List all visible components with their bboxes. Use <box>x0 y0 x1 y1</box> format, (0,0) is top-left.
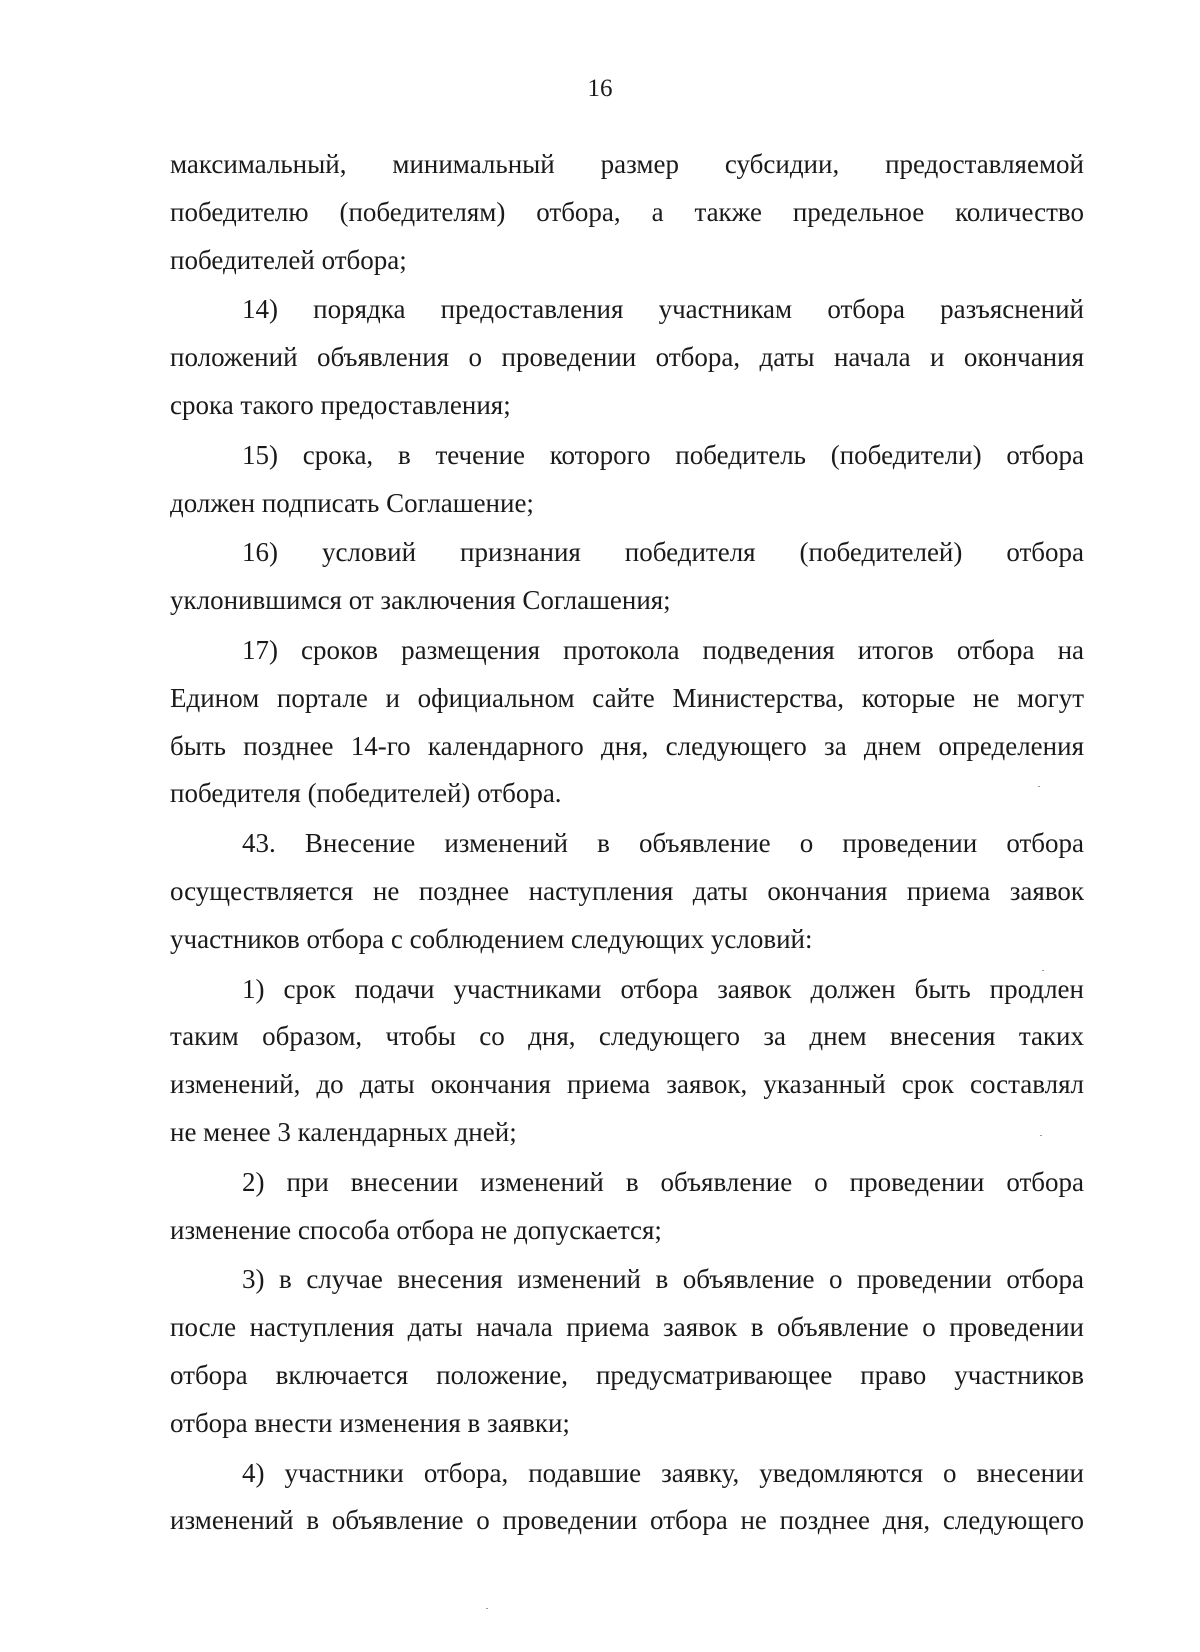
text-line: таким образом, чтобы со дня, следующего за днем внесения таких <box>170 1021 1084 1052</box>
paragraph-item-16 <box>170 529 1084 625</box>
text-line: срока такого предоставления; <box>170 389 511 420</box>
text-line: максимальный, минимальный размер субсидии, предоставляемой <box>170 149 1084 179</box>
text-line: 17) сроков размещения протокола подведения итогов отбора на <box>242 634 1084 665</box>
text-line: победителю (победителям) отбора, а также предельное количество <box>170 196 1084 227</box>
text-line: быть позднее 14-го календарного дня, следующего за днем определения <box>170 730 1084 761</box>
paragraph-condition-2 <box>170 1159 1084 1255</box>
scan-speck <box>1040 1135 1042 1136</box>
text-line: 2) при внесении изменений в объявление о проведении отбора <box>242 1166 1084 1197</box>
paragraph-item-17 <box>170 627 1084 818</box>
text-line: после наступления даты начала приема заявок в объявление о проведении <box>170 1312 1084 1343</box>
scan-speck <box>1038 786 1040 787</box>
text-line: должен подписать Соглашение; <box>170 487 534 518</box>
text-line: 43. Внесение изменений в объявление о проведении отбора <box>242 828 1084 859</box>
text-line: изменений, до даты окончания приема заявок, указанный срок составлял <box>170 1069 1084 1100</box>
text-line: 15) срока, в течение которого победитель (победители) отбора <box>242 439 1084 470</box>
text-line: не менее 3 календарных дней; <box>170 1116 517 1147</box>
text-line: Едином портале и официальном сайте Министерства, которые не могут <box>170 682 1084 713</box>
text-line: 14) порядка предоставления участникам отбора разъяснений <box>242 294 1084 325</box>
page-number: 16 <box>587 75 613 102</box>
paragraph-subsidy-size <box>170 141 1084 284</box>
document-body <box>170 141 1084 1547</box>
text-line: осуществляется не позднее наступления даты окончания приема заявок <box>170 875 1084 906</box>
paragraph-section-43 <box>170 820 1084 963</box>
paragraph-item-15 <box>170 432 1084 528</box>
scan-speck <box>486 1608 488 1609</box>
text-line: 3) в случае внесения изменений в объявление о проведении отбора <box>242 1264 1084 1295</box>
paragraph-item-14 <box>170 286 1084 429</box>
text-line: изменение способа отбора не допускается; <box>170 1214 662 1245</box>
text-line: отбора внести изменения в заявки; <box>170 1407 570 1438</box>
text-line: 16) условий признания победителя (победителей) отбора <box>242 537 1084 568</box>
text-line: участников отбора с соблюдением следующих условий: <box>170 923 813 954</box>
text-line: победителя (победителей) отбора. <box>170 778 562 809</box>
paragraph-condition-4 <box>170 1450 1084 1546</box>
text-line: изменений в объявление о проведении отбора не позднее дня, следующего <box>170 1505 1084 1536</box>
paragraph-condition-3 <box>170 1256 1084 1447</box>
text-line: победителей отбора; <box>170 244 407 275</box>
text-line: уклонившимся от заключения Соглашения; <box>170 585 671 616</box>
paragraph-condition-1 <box>170 966 1084 1157</box>
text-line: 1) срок подачи участниками отбора заявок должен быть продлен <box>242 973 1084 1004</box>
text-line: положений объявления о проведении отбора, даты начала и окончания <box>170 342 1084 373</box>
scan-speck <box>1042 970 1044 971</box>
text-line: 4) участники отбора, подавшие заявку, уведомляются о внесении <box>242 1457 1084 1488</box>
text-line: отбора включается положение, предусматривающее право участников <box>170 1359 1084 1390</box>
